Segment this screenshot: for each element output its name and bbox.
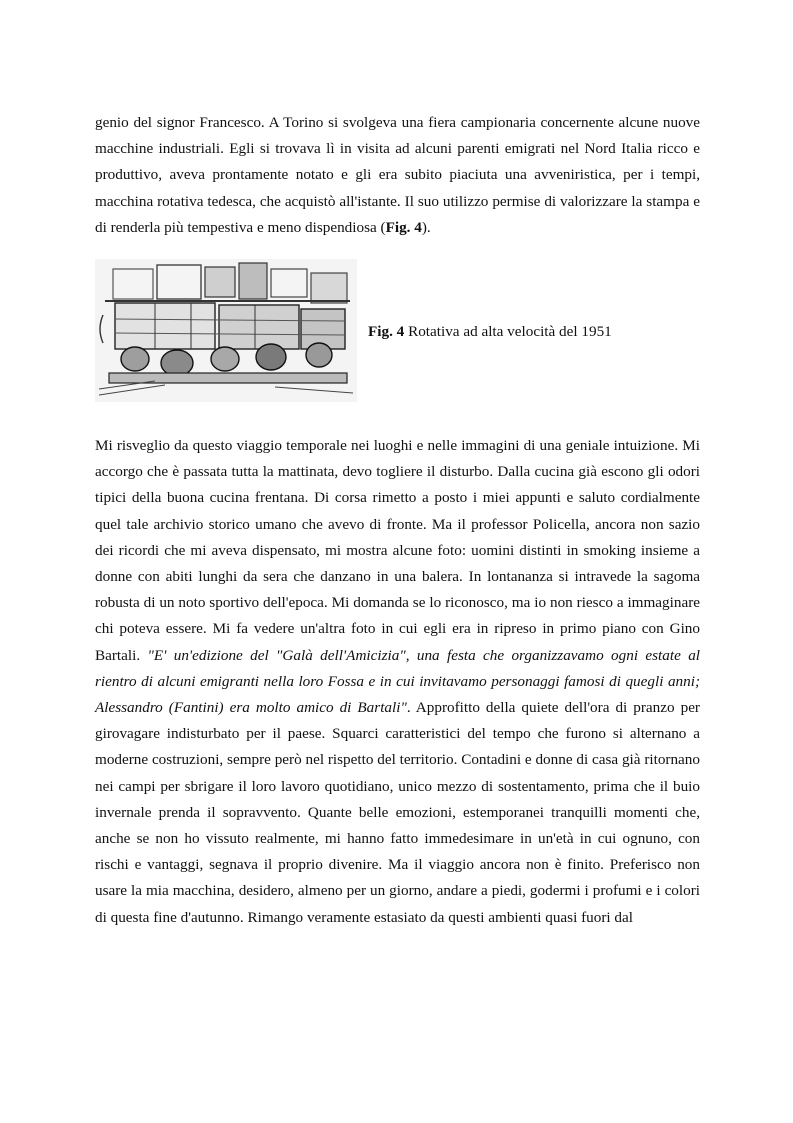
- rotary-press-image: [95, 259, 357, 402]
- figure-caption: [368, 319, 612, 345]
- paragraph-2-outro: . Approfitto della quiete dell'ora di pranzo per girovagare indisturbato per il paese. Squarci caratteristici del tempo che furono si alternano a moderne costruzioni, sempre però nel rispetto del territorio. Contadini e donne di casa già ritornano nei campi per sbrigare il loro lavoro quotidiano, unico mezzo di sostentamento, prima che il buio invernale prenda il sopravvento. Quante belle emozioni, estemporanei tranquilli momenti che, anche se non ho vissuto realmente, mi hanno fatto immedesimare in un'età in cui ognuno, con rischi e vantaggi, segnava il proprio divenire. Ma il viaggio ancora non è finito. Preferisco non usare la mia macchina, desidero, almeno per un giorno, andare a piedi, godermi i profumi e i colori di questa fine d'autunno. Rimango veramente estasiato da questi ambienti quasi fuori dal: [95, 699, 700, 926]
- figure-4: [95, 259, 700, 409]
- figure-reference: Fig. 4: [385, 218, 422, 236]
- paragraph-2-quote: "E' un'edizione del "Galà dell'Amicizia", una festa che organizzavamo ogni estate al rientro di alcuni emigranti nella loro Fossa e in cui invitavamo personaggi famosi di quegli anni; Alessandro (Fantini) era molto amico di Bartali": [95, 646, 701, 717]
- paragraph-1: [95, 110, 700, 241]
- document-page: [95, 110, 700, 931]
- paragraph-1-text: genio del signor Francesco. A Torino si svolgeva una fiera campionaria concernente alcune nuove macchine industriali. Egli si trovava lì in visita ad alcuni parenti emigrati nel Nord Italia ricco e produttivo, aveva prontamente notato e gli era subito piaciuta una avveniristica, per i tempi, macchina rotativa tedesca, che acquistò all'istante. Il suo utilizzo permise di valorizzare la stampa e di renderla più tempestiva e meno dispendiosa (: [95, 114, 700, 236]
- paragraph-1-end: ).: [421, 218, 431, 236]
- paragraph-2: [95, 433, 700, 931]
- figure-label: Fig. 4: [368, 323, 405, 341]
- paragraph-2-intro: Mi risveglio da questo viaggio temporale nei luoghi e nelle immagini di una geniale intuizione. Mi accorgo che è passata tutta la mattinata, devo togliere il disturbo. Dalla cucina già escono gli odori tipici della buona cucina frentana. Di corsa rimetto a posto i miei appunti e saluto cordialmente quel tale archivio storico umano che avevo di fronte. Ma il professor Policella, ancora non sazio dei ricordi che mi aveva dispensato, mi mostra alcune foto: uomini distinti in smoking insieme a donne con abiti lunghi da sera che danzano in una balera. In lontananza si intravede la sagoma robusta di un noto sportivo dell'epoca. Mi domanda se lo riconosco, ma io non riesco a immaginare chi poteva essere. Mi fa vedere un'altra foto in cui egli era in ripreso in primo piano con Gino Bartali.: [95, 437, 700, 664]
- rotary-press-illustration: [95, 259, 357, 402]
- figure-caption-text: Rotativa ad alta velocità del 1951: [404, 323, 612, 341]
